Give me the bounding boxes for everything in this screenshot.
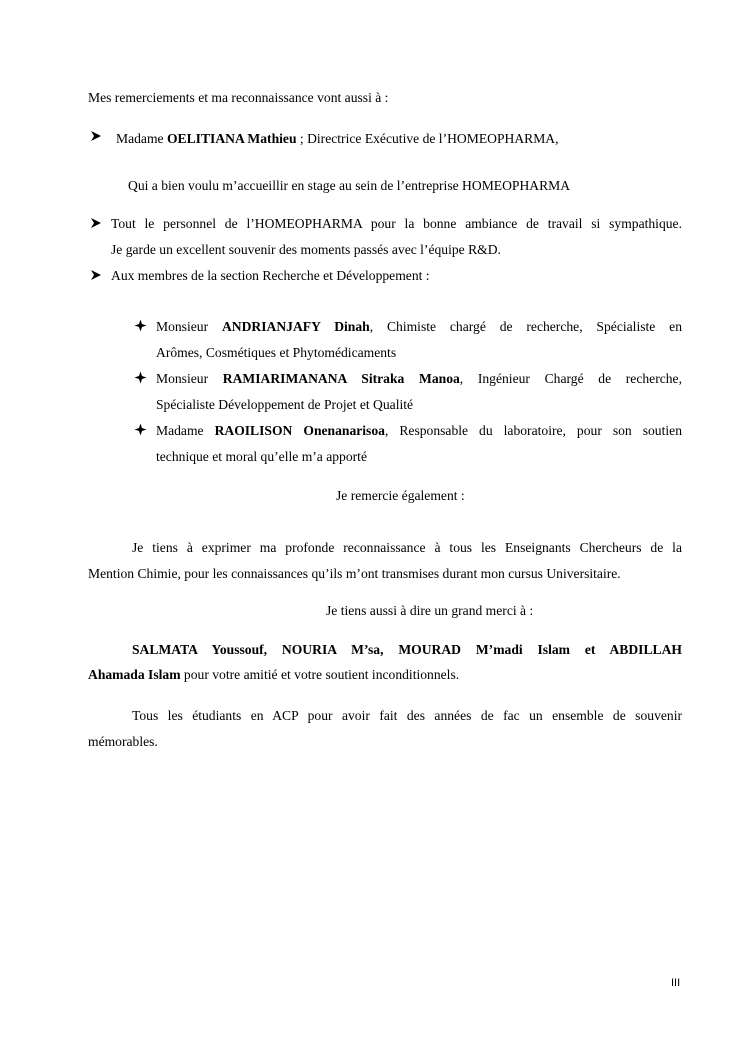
subitem3-name: RAOILISON Onenanarisoa	[214, 423, 385, 438]
subitem1-name: ANDRIANJAFY Dinah	[221, 319, 370, 334]
subitem1-line2: Arômes, Cosmétiques et Phytomédicaments	[156, 345, 397, 360]
arrow-bullet-icon	[90, 130, 102, 142]
subitem3-prefix: Madame	[156, 423, 204, 438]
subitem2-prefix: Monsieur	[156, 371, 209, 386]
subitem3-rest: , Responsable du laboratoire, pour son soutien	[384, 423, 682, 438]
subitem2-line2: Spécialiste Développement de Projet et Qualité	[156, 397, 414, 412]
item2-line2: Je garde un excellent souvenir des moments passés avec l’équipe R&D.	[111, 242, 501, 257]
item1-continuation: Qui a bien voulu m’accueillir en stage au sein de l’entreprise HOMEOPHARMA	[128, 178, 571, 193]
para3-line1: Tous les étudiants en ACP pour avoir fait des années de fac un ensemble de souvenir	[132, 708, 682, 723]
intro-text: Mes remerciements et ma reconnaissance vont aussi à :	[88, 90, 389, 105]
item1-line	[116, 130, 559, 147]
subitem2-rest: , Ingénieur Chargé de recherche,	[459, 371, 682, 386]
para2-line2	[88, 666, 459, 683]
item1-rest: ; Directrice Exécutive de l’HOMEOPHARMA,	[296, 131, 559, 146]
diamond-bullet-icon	[134, 319, 147, 332]
heading-merci: Je tiens aussi à dire un grand merci à :	[326, 603, 534, 618]
subitem3-line1	[156, 422, 682, 439]
item2-line1: Tout le personnel de l’HOMEOPHARMA pour la bonne ambiance de travail si sympathique.	[111, 216, 682, 231]
diamond-bullet-icon	[134, 423, 147, 436]
para1-line1: Je tiens à exprimer ma profonde reconnaissance à tous les Enseignants Chercheurs de la	[132, 540, 682, 555]
diamond-bullet-icon	[134, 371, 147, 384]
para1-line2: Mention Chimie, pour les connaissances qu’ils m’ont transmises durant mon cursus Universitaire.	[88, 566, 621, 581]
arrow-bullet-icon	[90, 217, 102, 229]
subitem3-line2: technique et moral qu’elle m’a apporté	[156, 449, 367, 464]
subitem2-line1	[156, 370, 682, 387]
item3-text: Aux membres de la section Recherche et Développement :	[111, 268, 430, 283]
para2-name: Ahamada Islam	[88, 667, 181, 682]
item1-name: OELITIANA Mathieu	[166, 131, 297, 146]
subitem1-line1	[156, 318, 682, 335]
subitem1-rest: , Chimiste chargé de recherche, Spécialiste en	[369, 319, 682, 334]
subitem2-name: RAMIARIMANANA Sitraka Manoa	[222, 371, 460, 386]
subitem1-prefix: Monsieur	[156, 319, 209, 334]
para2-line1: SALMATA Youssouf, NOURIA M’sa, MOURAD M’madi Islam et ABDILLAH	[132, 642, 682, 657]
heading-remercie: Je remercie également :	[336, 488, 465, 503]
arrow-bullet-icon	[90, 269, 102, 281]
para3-line2: mémorables.	[88, 734, 158, 749]
item1-prefix: Madame	[116, 131, 164, 146]
para2-rest: pour votre amitié et votre soutient inconditionnels.	[180, 667, 460, 682]
page-number: III	[671, 977, 681, 989]
